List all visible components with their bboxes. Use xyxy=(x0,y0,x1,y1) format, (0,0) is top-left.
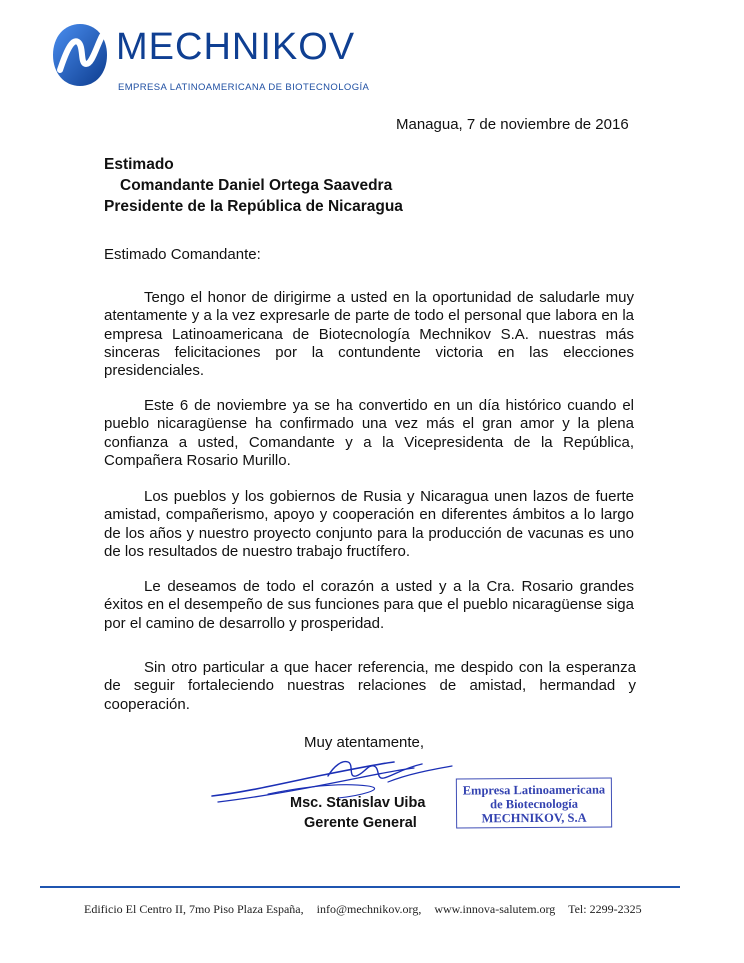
stamp-line: Empresa Latinoamericana xyxy=(462,782,606,798)
recipient-title: Presidente de la República de Nicaragua xyxy=(104,198,403,215)
stamp-line: de Biotecnología xyxy=(490,796,578,812)
body-paragraph: Tengo el honor de dirigirme a usted en la oportunidad de saludarle muy atentamente y a la vez expresarle de parte de todo el personal que labora en la empresa Latinoamericana de Biotecnología Mechnikov S.A. nuestras más sinceras felicitaciones por la contundente victoria en las elecciones presidenciales. xyxy=(104,289,634,380)
brand-name: MECHNIKOV xyxy=(116,26,356,68)
body-paragraph: Este 6 de noviembre ya se ha convertido en un día histórico cuando el pueblo nicaragüense ha confirmado una vez más el gran amor y la plena confianza a usted, Comandante y a la Vicepresidenta de la República, Compañera Rosario Murillo. xyxy=(104,397,634,469)
body-paragraph: Le deseamos de todo el corazón a usted y a la Cra. Rosario grandes éxitos en el desempeño de sus funciones para que el pueblo nicaragüense siga por el camino de desarrollo y prosperidad. xyxy=(104,578,634,632)
place-date: Managua, 7 de noviembre de 2016 xyxy=(396,116,629,133)
recipient-greeting: Estimado xyxy=(104,156,174,173)
company-stamp xyxy=(456,777,612,828)
mechnikov-logo-icon xyxy=(50,22,110,88)
footer-address: Edificio El Centro II, 7mo Piso Plaza España, xyxy=(84,902,304,916)
footer-contact xyxy=(84,902,652,917)
salutation: Estimado Comandante: xyxy=(104,246,261,263)
footer-phone: Tel: 2299-2325 xyxy=(568,902,642,916)
footer-divider xyxy=(40,886,680,888)
signer-title: Gerente General xyxy=(304,815,417,831)
recipient-block xyxy=(104,154,403,217)
brand-subtitle: EMPRESA LATINOAMERICANA DE BIOTECNOLOGÍA xyxy=(118,82,370,93)
signer-name: Msc. Stanislav Uiba xyxy=(290,795,426,811)
closing: Muy atentamente, xyxy=(304,734,425,751)
recipient-name: Comandante Daniel Ortega Saavedra xyxy=(120,177,393,194)
footer-email: info@mechnikov.org, xyxy=(316,902,422,916)
signer-block xyxy=(290,793,425,833)
body-paragraph: Sin otro particular a que hacer referencia, me despido con la esperanza de seguir fortaleciendo nuestras relaciones de amistad, hermandad y cooperación. xyxy=(104,659,636,713)
body-paragraph: Los pueblos y los gobiernos de Rusia y Nicaragua unen lazos de fuerte amistad, compañerismo, apoyo y cooperación en diferentes ámbitos a lo largo de los años y nuestro proyecto conjunto para la producción de vacunas es uno de los resultados de nuestro trabajo fructífero. xyxy=(104,488,634,560)
stamp-line: MECHNIKOV, S.A xyxy=(481,810,587,826)
footer-website: www.innova-salutem.org xyxy=(434,902,556,916)
